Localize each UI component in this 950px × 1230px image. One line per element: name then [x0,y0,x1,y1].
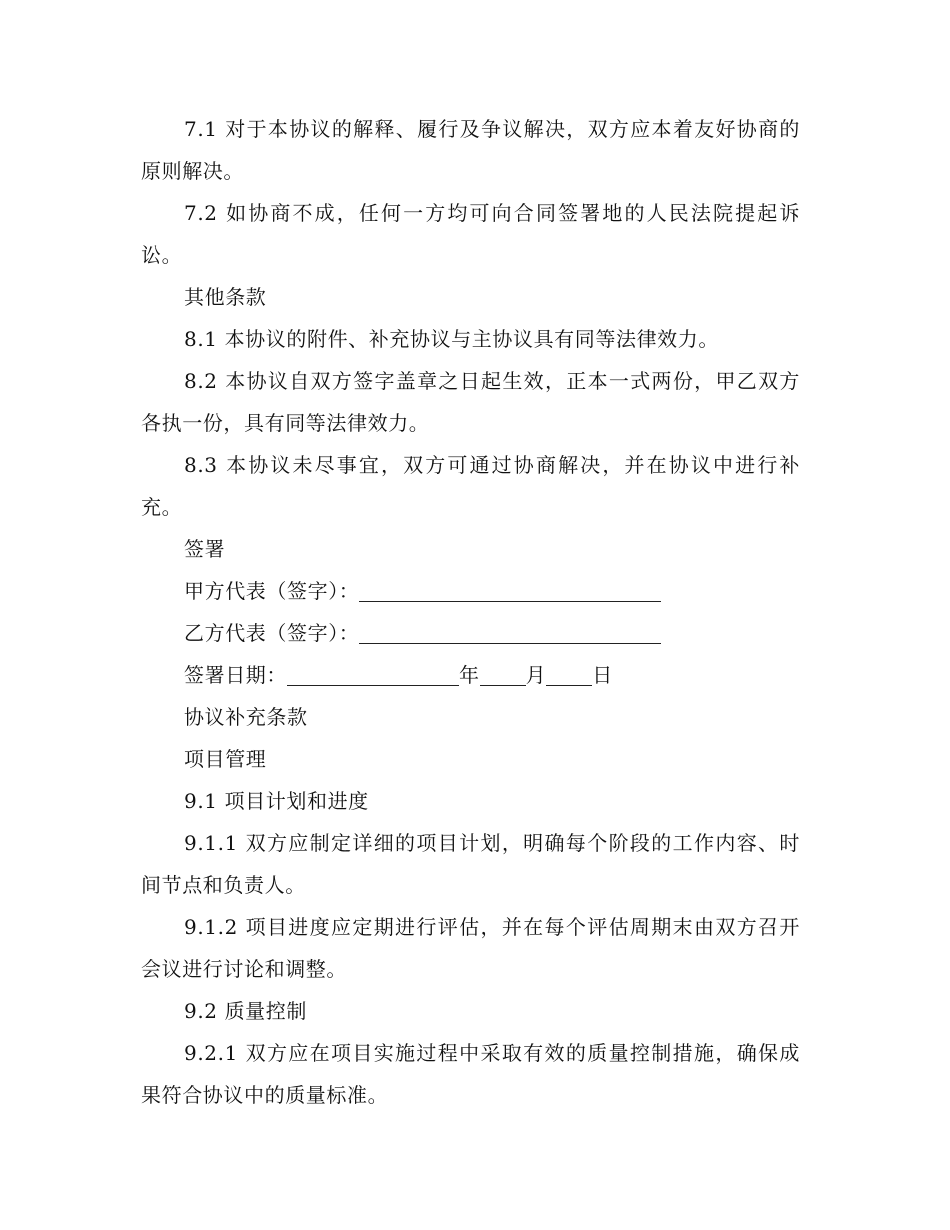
party-a-signature-line [141,570,800,612]
clause-7-2: 7.2 如协商不成，任何一方均可向合同签署地的人民法院提起诉讼。 [141,201,800,267]
clause-9-1-1: 9.1.1 双方应制定详细的项目计划，明确每个阶段的工作内容、时间节点和负责人。 [141,831,800,897]
party-b-label: 乙方代表（签字）： [184,621,360,645]
clause-8-2: 8.2 本协议自双方签字盖章之日起生效，正本一式两份，甲乙双方各执一份，具有同等法律效力。 [141,369,800,435]
party-a-label: 甲方代表（签字）： [184,579,360,603]
signing-date-label: 签署日期： [184,663,287,687]
party-b-signature-blank[interactable] [359,617,661,644]
day-label: 日 [592,663,613,687]
clause-9-1: 9.1 项目计划和进度 [184,789,369,813]
day-blank[interactable] [546,659,592,686]
month-blank[interactable] [480,659,526,686]
party-b-signature-line [141,612,800,654]
year-blank[interactable] [287,659,459,686]
clause-9-2: 9.2 质量控制 [184,999,307,1023]
signing-date-line [141,654,800,696]
year-label: 年 [459,663,480,687]
section-heading-other-terms: 其他条款 [184,285,267,309]
clause-8-1: 8.1 本协议的附件、补充协议与主协议具有同等法律效力。 [184,327,719,351]
party-a-signature-blank[interactable] [359,575,661,602]
section-heading-signature: 签署 [184,537,226,561]
clause-9-1-2: 9.1.2 项目进度应定期进行评估，并在每个评估周期末由双方召开会议进行讨论和调整。 [141,915,800,981]
section-heading-supplementary: 协议补充条款 [184,705,308,729]
month-label: 月 [525,663,547,687]
section-heading-project-management: 项目管理 [184,747,267,771]
clause-7-1: 7.1 对于本协议的解释、履行及争议解决，双方应本着友好协商的原则解决。 [141,117,800,183]
clause-9-2-1: 9.2.1 双方应在项目实施过程中采取有效的质量控制措施，确保成果符合协议中的质量标准。 [141,1041,800,1107]
clause-8-3: 8.3 本协议未尽事宜，双方可通过协商解决，并在协议中进行补充。 [141,453,800,519]
